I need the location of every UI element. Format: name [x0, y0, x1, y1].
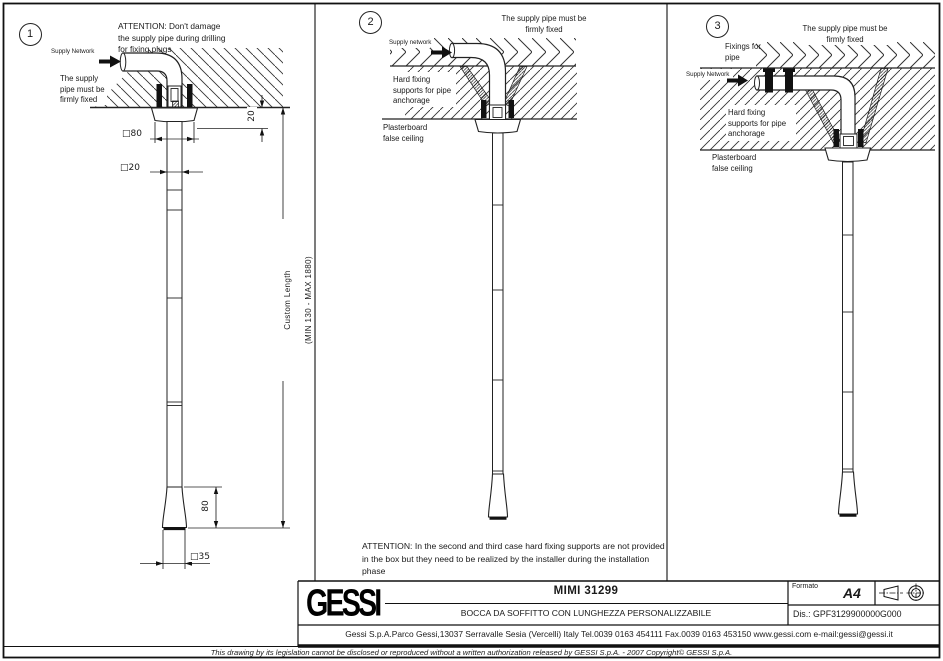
panel2-drawing [382, 37, 577, 518]
copyright-note: This drawing by its legislation cannot be disclosed or reproduced without a written authorization released by GESSI S.p.A. - 2007 Copyright© GESSI S.p.A. [210, 648, 733, 657]
panel1-ceiling-rosette [152, 108, 198, 122]
panel1-dim-square80: □80 [122, 129, 142, 139]
panel3-drawing [683, 42, 935, 515]
formato-value: A4 [843, 585, 861, 601]
formato-label: Formato [792, 583, 819, 590]
panel3-supply-network-label: Supply Network [686, 70, 730, 78]
panel3-number-badge [706, 15, 729, 38]
panel1-attention-note: ATTENTION: Don't damage the supply pipe during drilling for fixing plugs [118, 21, 226, 54]
product-code: MIMI 31299 [553, 585, 619, 597]
panel2-pipe-fixed-label: The supply pipe must be firmly fixed [497, 14, 591, 35]
panel1-pipe-fixed-label: The supply pipe must be firmly fixed [60, 74, 105, 104]
panel2-ceiling-rosette [475, 120, 521, 134]
panel3-fixings-label: Fixings for pipe [725, 42, 761, 62]
installation-attention-note: ATTENTION: In the second and third case hard fixing supports are not provided in the box but they need to be realized by the installer during the installation phase [362, 541, 665, 577]
panel1-dim-square20: □20 [120, 163, 140, 173]
panel2-hard-fixing-label: Hard fixing supports for pipe anchorage [393, 75, 452, 105]
panel1-number: 1 [26, 27, 34, 40]
panel2-number: 2 [367, 16, 374, 28]
projection-symbol-icon [879, 584, 926, 603]
panel2-number-badge [359, 11, 382, 34]
panel2-plasterboard-label: Plasterboard false ceiling [383, 123, 428, 143]
company-address: Gessi S.p.A.Parco Gessi,13037 Serravalle Sesia (Vercelli) Italy Tel.0039 0163 454111 Fax.0039 0163 453150 www.gessi.com e-mail:gessi@gessi.it [345, 629, 893, 639]
panel1-dim-square35: □35 [190, 552, 210, 562]
panel3-pipe-fixed-label: The supply pipe must be firmly fixed [799, 24, 891, 45]
panel1-number-badge [19, 23, 42, 46]
panel1-custom-length-label [271, 219, 313, 381]
product-description: BOCCA DA SOFFITTO CON LUNGHEZZA PERSONALIZZABILE [460, 608, 712, 618]
drawing-number: Dis.: GPF3129900000G000 [793, 609, 902, 619]
panel1-supply-network-label: Supply Network [51, 48, 95, 55]
panel1-drawing [55, 48, 290, 569]
panel1-dim-80: 80 [201, 497, 211, 515]
panel1-spout-pipe [167, 122, 182, 488]
custom-length-line1: Custom Length [282, 270, 292, 330]
panel3-hard-fixing-label: Hard fixing supports for pipe anchorage [728, 108, 787, 138]
gessi-logo: GESSI [306, 582, 380, 625]
panel2-supply-network-label: Supply network [389, 38, 432, 46]
panel1-dimensions [140, 95, 290, 569]
custom-length-line2: (MIN 130 - MAX 1880) [304, 255, 313, 345]
panel2-spout-pipe [493, 133, 504, 474]
panel3-slab-hatch [756, 42, 935, 68]
panel3-plasterboard-label: Plasterboard false ceiling [712, 153, 757, 173]
panel1-supply-arrow-icon [99, 56, 121, 68]
panel3-number: 3 [714, 20, 721, 32]
panel3-ceiling-rosette [825, 148, 871, 162]
panel1-dim-20: 20 [247, 107, 257, 125]
panel3-spout-pipe [843, 162, 854, 472]
